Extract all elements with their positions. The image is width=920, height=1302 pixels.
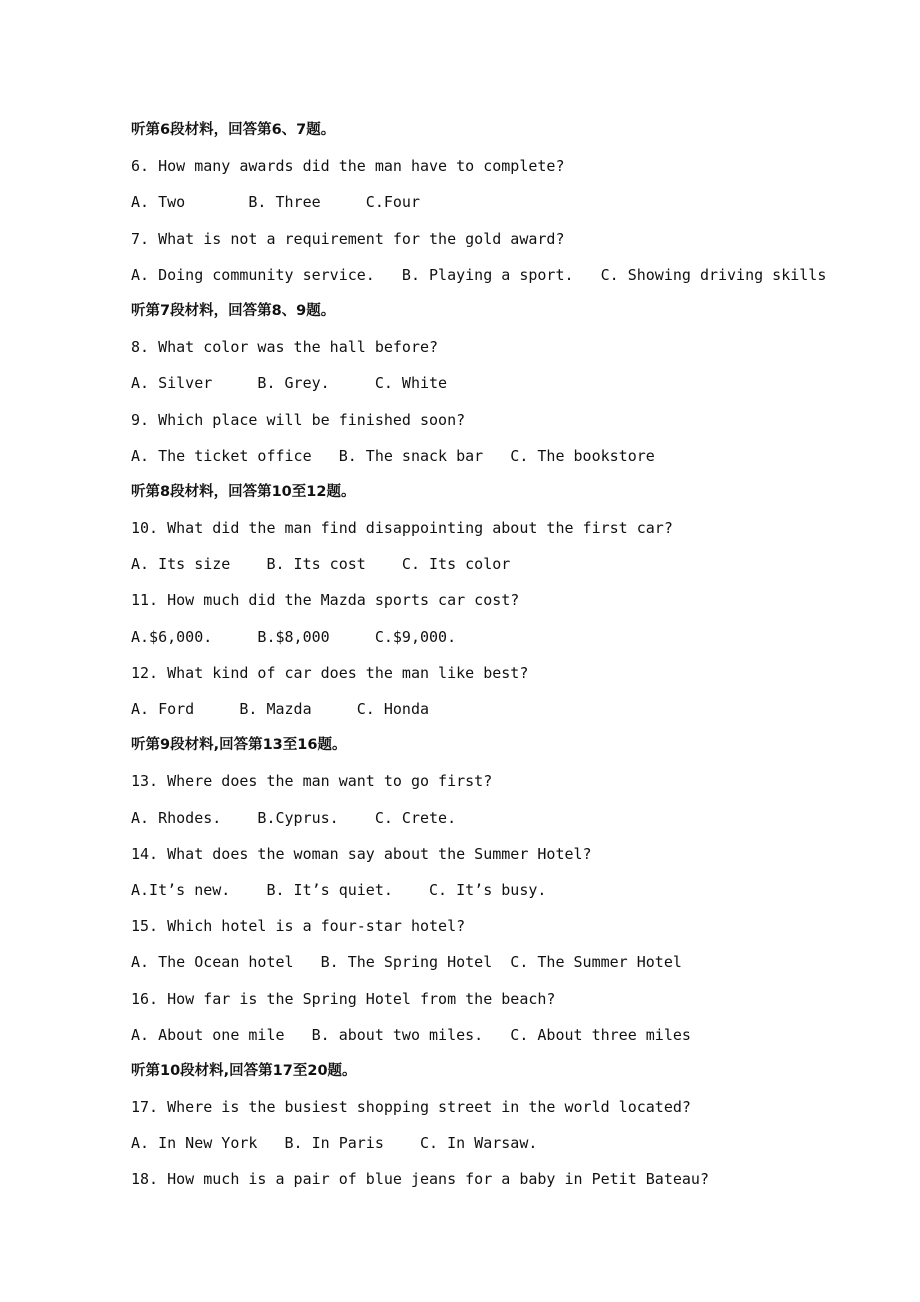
options-12: A. Ford B. Mazda C. Honda [131,700,430,718]
section-heading-10: 听第10段材料,回答第17至20题。 [131,1062,357,1079]
options-17: A. In New York B. In Paris C. In Warsaw. [131,1134,538,1153]
question-12: 12. What kind of car does the man like best? [131,663,529,682]
question-18: 18. How much is a pair of blue jeans for a baby in Petit Bateau? [131,1170,709,1189]
options-13: A. Rhodes. B.Cyprus. C. Crete. [131,808,457,827]
question-15: 15. Which hotel is a four-star hotel? [131,917,466,936]
options-7: A. Doing community service. B. Playing a sport. C. Showing driving skills [131,265,827,284]
options-8: A. Silver B. Grey. C. White [131,374,448,393]
options-10: A. Its size B. Its cost C. Its color [131,555,511,574]
options-14: A.It’s new. B. It’s quiet. C. It’s busy. [131,880,547,899]
options-11: A.$6,000. B.$8,000 C.$9,000. [131,627,457,646]
options-16: A. About one mile B. about two miles. C. About three miles [131,1025,691,1044]
section-heading-7: 听第7段材料，回答第8、9题。 [131,302,336,319]
question-13: 13. Where does the man want to go first? [131,772,493,791]
section-heading-6: 听第6段材料，回答第6、7题。 [131,122,336,138]
question-7: 7. What is not a requirement for the gold award? [131,229,565,248]
question-10: 10. What did the man find disappointing about the first car? [131,519,673,538]
options-9: A. The ticket office B. The snack bar C. The bookstore [131,446,655,465]
section-heading-9: 听第9段材料,回答第13至16题。 [131,737,347,754]
exam-page [131,116,891,1202]
question-16: 16. How far is the Spring Hotel from the beach? [131,989,556,1008]
question-8: 8. What color was the hall before? [131,338,439,357]
question-11: 11. How much did the Mazda sports car cost? [131,591,520,610]
options-6: A. Two B. Three C.Four [131,193,420,212]
question-17: 17. Where is the busiest shopping street in the world located? [131,1098,691,1117]
question-14: 14. What does the woman say about the Summer Hotel? [131,844,592,863]
question-9: 9. Which place will be finished soon? [131,410,466,429]
options-15: A. The Ocean hotel B. The Spring Hotel C. The Summer Hotel [131,953,682,972]
section-heading-8: 听第8段材料，回答第10至12题。 [131,483,356,500]
question-6: 6. How many awards did the man have to complete? [131,157,565,176]
